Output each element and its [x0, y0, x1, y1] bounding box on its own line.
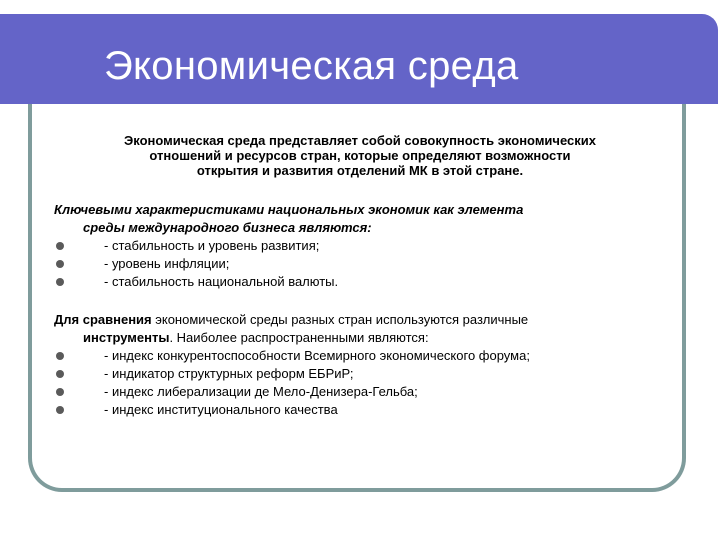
- slide-title: Экономическая среда: [104, 44, 519, 88]
- bullet-dot-icon: [56, 370, 64, 378]
- section-lead: [54, 311, 674, 329]
- bullet-dot-icon: [56, 406, 64, 414]
- intro-line: отношений и ресурсов стран, которые определяют возможности: [149, 148, 571, 163]
- section-lead-continued: [54, 329, 674, 347]
- bullet-dot-icon: [56, 260, 64, 268]
- list-item: [54, 237, 674, 255]
- intro-paragraph: [40, 133, 680, 178]
- list-item-text: - стабильность и уровень развития;: [104, 238, 320, 253]
- bullet-dot-icon: [56, 278, 64, 286]
- list-item: [54, 273, 674, 291]
- title-bar: [0, 14, 718, 104]
- list-item: [54, 401, 674, 419]
- section-lead: Ключевыми характеристиками национальных экономик как элемента: [54, 202, 524, 217]
- list-item-text: - индекс конкурентоспособности Всемирного экономического форума;: [104, 348, 530, 363]
- list-item: [54, 365, 674, 383]
- list-item-text: - индикатор структурных реформ ЕБРиР;: [104, 366, 354, 381]
- list-item: [54, 383, 674, 401]
- list-item-text: - стабильность национальной валюты.: [104, 274, 339, 289]
- section-lead-continued: среды международного бизнеса являются:: [83, 220, 372, 235]
- lead-bold-text: инструменты: [83, 330, 170, 345]
- comparison-tools-section: [54, 311, 674, 419]
- list-item-text: - индекс институционального качества: [104, 402, 338, 417]
- bullet-dot-icon: [56, 242, 64, 250]
- bullet-dot-icon: [56, 352, 64, 360]
- title-underline: [88, 106, 634, 108]
- list-item-text: - уровень инфляции;: [104, 256, 230, 271]
- lead-text: . Наиболее распространенными являются:: [169, 330, 429, 345]
- list-item: [54, 347, 674, 365]
- bullet-dot-icon: [56, 388, 64, 396]
- list-item: [54, 255, 674, 273]
- lead-bold-text: Для сравнения: [54, 312, 152, 327]
- key-characteristics-section: [54, 201, 674, 291]
- list-item-text: - индекс либерализации де Мело-Денизера-Гельба;: [104, 384, 418, 399]
- intro-line: открытия и развития отделений МК в этой стране.: [196, 163, 524, 178]
- lead-text: экономической среды разных стран используются различные: [151, 312, 529, 327]
- intro-line: Экономическая среда представляет собой совокупность экономических: [124, 133, 596, 148]
